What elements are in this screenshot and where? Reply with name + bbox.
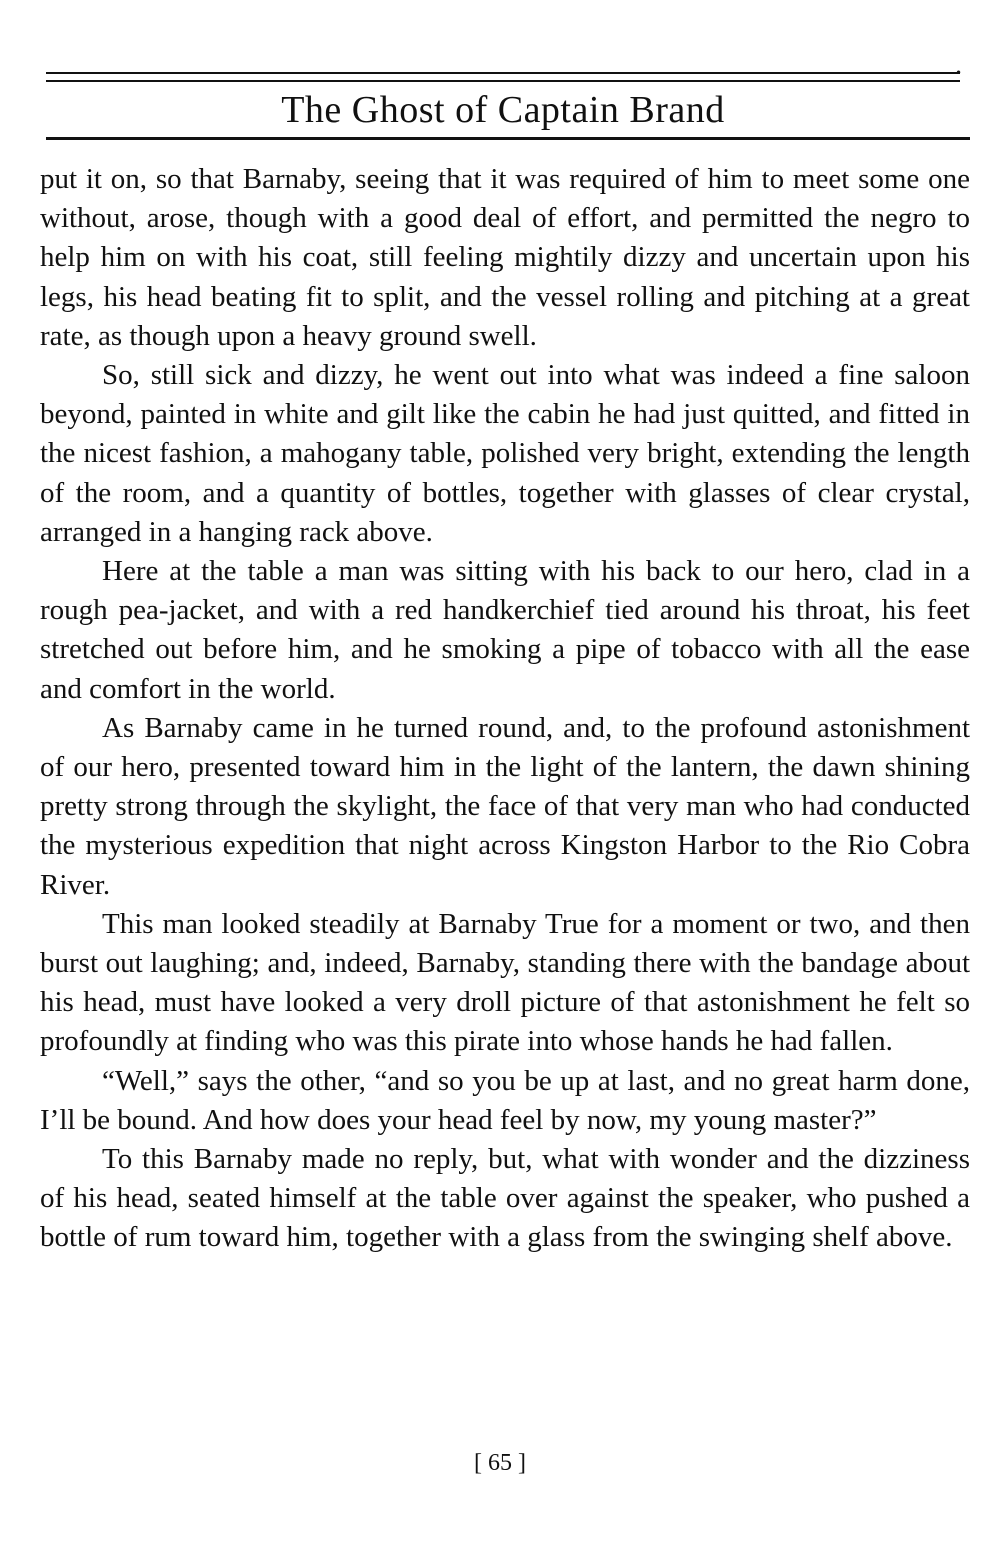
header-rule-top (46, 72, 960, 74)
page-number: [ 65 ] (474, 1450, 526, 1476)
header-rule-second (46, 80, 960, 82)
running-head: The Ghost of Captain Brand (281, 89, 725, 131)
paragraph: Here at the table a man was sitting with his back to our hero, clad in a rough pea-jacket, and with a red handkerchief tied around his throat, his feet stretched out before him, and he smoking a pipe of tobacco with all the ease and comfort in the world. (40, 555, 970, 705)
paragraph: This man looked steadily at Barnaby True for a moment or two, and then burst out laughing; and, indeed, Barnaby, standing there with the bandage about his head, must have looked a very droll picture of that astonishment he felt so profoundly at finding who was this pirate into whose hands he had fallen. (40, 907, 970, 1058)
paragraph: To this Barnaby made no reply, but, what with wonder and the dizziness of his head, seated himself at the table over against the speaker, who pushed a bottle of rum toward him, together with a glass from the swinging shelf above. (40, 1143, 970, 1254)
paragraph: So, still sick and dizzy, he went out into what was indeed a fine saloon beyond, painted in white and gilt like the cabin he had just quitted, and fitted in the nicest fashion, a mahogany table, polished very bright, extending the length of the room, and a quantity of bottles, together with glasses of clear crystal, arranged in a hanging rack above. (40, 359, 970, 548)
paragraph: put it on, so that Barnaby, seeing that it was required of him to meet some one without, arose, though with a good deal of effort, and permitted the negro to help him on with his coat, still feeling mightily dizzy and uncertain upon his legs, his head beating fit to split, and the vessel rolling and pitching at a great rate, as though upon a heavy ground swell. (40, 163, 970, 352)
rule-end-dot: • (955, 66, 963, 80)
body-text (40, 160, 970, 1258)
paragraph: As Barnaby came in he turned round, and, to the profound astonishment of our hero, presented toward him in the light of the lantern, the dawn shining pretty strong through the skylight, the face of that very man who had conducted the mysterious expedition that night across Kingston Harbor to the Rio Cobra River. (40, 711, 970, 901)
header-rule-bottom (46, 137, 970, 140)
paragraph: “Well,” says the other, “and so you be up at last, and no great harm done, I’ll be bound. And how does your head feel by now, my young master?” (40, 1064, 970, 1136)
